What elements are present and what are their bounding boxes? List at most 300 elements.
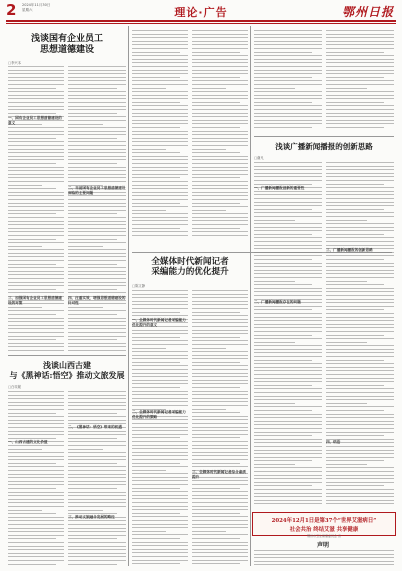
body-text-line	[326, 273, 394, 274]
body-text-line	[132, 549, 188, 550]
body-text-line	[132, 401, 188, 402]
body-text-line	[132, 312, 180, 313]
body-text-line	[326, 309, 384, 310]
body-text-line	[326, 410, 384, 411]
body-text-line	[68, 524, 126, 525]
body-text-line	[192, 34, 248, 35]
body-text-line	[8, 553, 64, 554]
body-text-line	[326, 187, 394, 188]
body-text-line	[68, 542, 126, 543]
body-text-line	[254, 77, 312, 78]
body-text-line	[192, 294, 248, 295]
body-text-line	[326, 281, 367, 282]
body-text-line	[132, 206, 188, 207]
body-text-line	[132, 70, 188, 71]
body-text-line	[132, 185, 188, 186]
body-text-line	[68, 416, 126, 417]
body-text-line	[68, 242, 126, 243]
body-text-line	[192, 401, 248, 402]
body-text-line	[254, 84, 322, 85]
body-text-line	[192, 463, 240, 464]
body-text-line	[326, 266, 394, 267]
body-text-line	[68, 181, 126, 182]
body-text-line	[326, 255, 394, 256]
body-text-line	[132, 105, 188, 106]
body-text-line	[132, 141, 188, 142]
body-text-line	[254, 475, 322, 476]
body-text-line	[326, 91, 394, 92]
body-text-line	[68, 535, 126, 536]
body-text-line	[254, 98, 322, 99]
body-text-line	[192, 91, 248, 92]
article-headline	[8, 34, 126, 56]
body-text-line	[326, 406, 394, 407]
body-text-line	[132, 524, 188, 525]
body-text-line	[192, 304, 248, 305]
body-text-line	[254, 457, 322, 458]
body-text-line	[68, 159, 126, 160]
body-text-line	[68, 98, 126, 99]
body-text-line	[254, 162, 322, 163]
body-text-line	[192, 312, 240, 313]
body-text-line	[192, 159, 248, 160]
body-text-line	[192, 373, 248, 374]
body-text-line	[8, 195, 64, 196]
body-text-line	[254, 212, 322, 213]
body-text-line	[326, 223, 394, 224]
body-text-line	[132, 156, 188, 157]
body-text-line	[192, 145, 248, 146]
body-text-line	[132, 80, 188, 81]
body-text-line	[68, 332, 126, 333]
body-text-line	[68, 474, 126, 475]
body-text-line	[132, 445, 188, 446]
body-text-line	[192, 48, 248, 49]
body-text-line	[192, 66, 248, 67]
body-text-line	[8, 210, 64, 211]
body-text-line	[8, 332, 64, 333]
body-text-line	[192, 149, 226, 150]
body-text-line	[8, 88, 56, 89]
body-text-line	[8, 456, 64, 457]
body-text-line	[192, 495, 248, 496]
body-text-line	[132, 509, 188, 510]
body-text-line	[8, 452, 64, 453]
body-text-line	[8, 289, 56, 290]
body-text-line	[68, 149, 126, 150]
body-text-line	[8, 325, 64, 326]
body-text-line	[326, 356, 394, 357]
article-subhead: 三、广播新闻播报的创新思路	[326, 248, 373, 252]
body-text-line	[132, 455, 188, 456]
body-text-line	[132, 109, 188, 110]
article-body-column	[192, 290, 248, 566]
body-text-line	[8, 431, 64, 432]
body-text-line	[68, 553, 126, 554]
body-text-line	[192, 466, 248, 467]
body-text-line	[68, 325, 126, 326]
body-text-line	[132, 102, 180, 103]
body-text-line	[132, 301, 188, 302]
body-text-line	[326, 457, 394, 458]
body-text-line	[326, 113, 394, 114]
section-title: 理论·广告	[174, 6, 228, 19]
body-text-line	[192, 95, 248, 96]
body-text-line	[132, 398, 188, 399]
body-text-line	[8, 531, 64, 532]
body-text-line	[8, 231, 64, 232]
body-text-line	[132, 149, 166, 150]
body-text-line	[8, 477, 64, 478]
body-text-line	[254, 453, 322, 454]
notice-title: 声明	[316, 542, 329, 549]
body-text-line	[68, 66, 126, 67]
body-text-line	[192, 409, 226, 410]
body-text-line	[326, 320, 394, 321]
body-text-line	[254, 460, 312, 461]
body-text-line	[254, 113, 322, 114]
body-text-line	[254, 284, 312, 285]
body-text-line	[192, 188, 248, 189]
article-body-column	[132, 290, 188, 566]
body-text-line	[8, 246, 42, 247]
body-text-line	[326, 77, 384, 78]
body-text-line	[132, 123, 188, 124]
body-text-line	[132, 152, 180, 153]
body-text-line	[132, 192, 188, 193]
body-text-line	[8, 459, 64, 460]
body-text-line	[8, 260, 64, 261]
body-text-line	[254, 123, 322, 124]
body-text-line	[132, 138, 188, 139]
body-text-line	[132, 84, 188, 85]
body-text-line	[132, 304, 188, 305]
body-text-line	[326, 176, 394, 177]
body-text-line	[254, 263, 322, 264]
body-text-line	[192, 355, 248, 356]
body-text-line	[192, 531, 226, 532]
body-text-line	[192, 203, 240, 204]
body-text-line	[68, 131, 126, 132]
body-text-line	[192, 131, 248, 132]
body-text-line	[8, 449, 42, 450]
body-text-line	[254, 166, 322, 167]
body-text-line	[68, 546, 126, 547]
public-service-ad	[252, 512, 396, 536]
body-text-line	[192, 488, 240, 489]
body-text-line	[132, 459, 188, 460]
body-text-line	[8, 95, 64, 96]
body-text-line	[326, 424, 394, 425]
body-text-line	[132, 235, 188, 236]
body-text-line	[68, 235, 126, 236]
body-text-line	[326, 435, 384, 436]
body-text-line	[326, 194, 394, 195]
body-text-line	[132, 308, 188, 309]
body-text-line	[68, 73, 126, 74]
body-text-line	[192, 77, 240, 78]
body-text-line	[326, 34, 394, 35]
body-text-line	[192, 152, 240, 153]
body-text-line	[192, 37, 248, 38]
body-text-line	[8, 395, 64, 396]
body-text-line	[254, 70, 322, 71]
body-text-line	[326, 396, 394, 397]
body-text-line	[68, 217, 126, 218]
body-text-line	[326, 342, 367, 343]
body-text-line	[68, 260, 126, 261]
body-text-line	[254, 184, 312, 185]
body-text-line	[326, 313, 394, 314]
body-text-line	[68, 102, 126, 103]
body-text-line	[8, 188, 56, 189]
body-text-line	[326, 349, 394, 350]
body-text-line	[132, 48, 188, 49]
body-text-line	[68, 398, 126, 399]
body-text-line	[132, 315, 188, 316]
body-text-line	[192, 459, 248, 460]
body-text-line	[68, 445, 126, 446]
body-text-line	[8, 167, 64, 168]
body-text-line	[8, 409, 64, 410]
body-text-line	[192, 358, 248, 359]
body-text-line	[132, 113, 188, 114]
body-text-line	[326, 467, 394, 468]
body-text-line	[254, 446, 322, 447]
body-text-line	[132, 480, 188, 481]
body-text-line	[68, 253, 126, 254]
body-text-line	[254, 482, 322, 483]
body-text-line	[326, 105, 394, 106]
body-text-line	[254, 198, 322, 199]
body-text-line	[192, 213, 248, 214]
body-text-line	[192, 516, 248, 517]
body-text-line	[132, 66, 188, 67]
body-text-line	[254, 424, 322, 425]
body-text-line	[132, 52, 180, 53]
body-text-line	[132, 369, 188, 370]
headline-line: 浅谈山西古建	[43, 360, 91, 370]
body-text-line	[68, 167, 126, 168]
body-text-line	[192, 387, 240, 388]
body-text-line	[326, 191, 394, 192]
body-text-line	[132, 41, 188, 42]
body-text-line	[254, 291, 322, 292]
body-text-line	[68, 502, 126, 503]
article-body-column	[8, 66, 64, 351]
body-text-line	[192, 127, 240, 128]
body-text-line	[8, 488, 56, 489]
body-text-line	[68, 449, 103, 450]
masthead-rule	[6, 20, 396, 22]
body-text-line	[132, 177, 180, 178]
body-text-line	[68, 177, 126, 178]
body-text-line	[68, 564, 117, 565]
body-text-line	[326, 102, 384, 103]
body-text-line	[192, 113, 248, 114]
body-text-line	[254, 306, 322, 307]
body-text-line	[68, 336, 126, 337]
body-text-line	[8, 217, 64, 218]
body-text-line	[8, 328, 64, 329]
body-text-line	[192, 167, 248, 168]
body-text-line	[68, 246, 103, 247]
body-text-line	[326, 450, 394, 451]
body-text-line	[132, 131, 188, 132]
body-text-line	[192, 73, 248, 74]
body-text-line	[192, 181, 248, 182]
body-text-line	[8, 556, 64, 557]
body-text-line	[254, 245, 322, 246]
body-text-line	[326, 37, 394, 38]
body-text-line	[254, 367, 322, 368]
article-headline	[132, 257, 248, 278]
body-text-line	[132, 516, 188, 517]
body-text-line	[132, 199, 188, 200]
body-text-line	[8, 224, 64, 225]
body-text-line	[192, 376, 248, 377]
body-text-line	[326, 180, 394, 181]
headline-line: 采编能力的优化提升	[151, 267, 229, 278]
column-divider	[250, 26, 251, 566]
body-text-line	[254, 435, 312, 436]
body-text-line	[192, 502, 248, 503]
body-text-line	[8, 278, 64, 279]
body-text-line	[132, 463, 180, 464]
body-text-line	[254, 80, 322, 81]
body-text-line	[132, 502, 188, 503]
body-text-line	[192, 116, 248, 117]
body-text-line	[8, 405, 64, 406]
body-text-line	[254, 220, 295, 221]
body-text-line	[254, 55, 322, 56]
body-text-line	[132, 120, 188, 121]
body-text-line	[192, 333, 248, 334]
body-text-line	[132, 394, 188, 395]
body-text-line	[192, 84, 248, 85]
body-text-line	[254, 176, 322, 177]
body-text-line	[254, 120, 322, 121]
body-text-line	[192, 534, 248, 535]
article-subhead: 二、全媒体时代新闻记者采编能力优化提升的策略	[132, 410, 186, 419]
body-text-line	[254, 88, 295, 89]
body-text-line	[254, 273, 322, 274]
body-text-line	[254, 561, 394, 562]
body-text-line	[8, 506, 64, 507]
body-text-line	[8, 84, 64, 85]
body-text-line	[326, 234, 384, 235]
body-text-line	[192, 405, 248, 406]
ad-sponsor: 鄂州市卫生健康委员会 宣	[307, 534, 341, 538]
body-text-line	[8, 267, 64, 268]
body-text-line	[132, 159, 188, 160]
body-text-line	[132, 217, 188, 218]
body-text-line	[68, 402, 126, 403]
body-text-line	[8, 336, 64, 337]
body-text-line	[254, 406, 322, 407]
body-text-line	[132, 423, 188, 424]
body-text-line	[326, 299, 394, 300]
body-text-line	[8, 235, 64, 236]
body-text-line	[192, 210, 226, 211]
body-text-line	[326, 227, 394, 228]
body-text-line	[192, 416, 248, 417]
body-text-line	[254, 442, 322, 443]
body-text-line	[254, 309, 312, 310]
body-text-line	[254, 335, 312, 336]
body-text-line	[132, 127, 180, 128]
body-text-line	[192, 563, 240, 564]
body-text-line	[132, 330, 188, 331]
body-text-line	[326, 302, 394, 303]
article-body-column	[68, 391, 126, 567]
body-text-line	[192, 156, 248, 157]
body-text-line	[254, 234, 312, 235]
article-subhead: 二、当前国有企业员工思想道德建设面临的主要问题	[68, 186, 126, 195]
body-text-line	[132, 62, 188, 63]
body-text-line	[192, 351, 248, 352]
body-text-line	[68, 249, 126, 250]
body-text-line	[132, 358, 188, 359]
body-text-line	[326, 166, 394, 167]
body-text-line	[132, 488, 180, 489]
headline-line: 与《黑神话:悟空》推动文旅发展	[9, 369, 125, 380]
body-text-line	[132, 188, 188, 189]
body-text-line	[68, 434, 126, 435]
body-text-line	[8, 474, 64, 475]
body-text-line	[132, 491, 188, 492]
body-text-line	[68, 77, 126, 78]
body-text-line	[68, 91, 126, 92]
body-text-line	[192, 344, 248, 345]
body-text-line	[68, 239, 117, 240]
body-text-line	[8, 466, 64, 467]
body-text-line	[8, 177, 64, 178]
body-text-line	[254, 288, 322, 289]
body-text-line	[132, 545, 188, 546]
body-text-line	[68, 278, 126, 279]
body-text-line	[8, 438, 56, 439]
body-text-line	[192, 231, 248, 232]
body-text-line	[132, 552, 188, 553]
body-text-line	[8, 492, 64, 493]
body-text-line	[8, 350, 64, 351]
body-text-line	[326, 216, 394, 217]
body-text-line	[8, 199, 64, 200]
body-text-line	[8, 156, 64, 157]
body-text-line	[68, 528, 126, 529]
body-text-line	[254, 349, 322, 350]
body-text-line	[8, 91, 64, 92]
body-text-line	[8, 510, 42, 511]
body-text-line	[8, 181, 64, 182]
body-text-line	[192, 109, 248, 110]
body-text-line	[8, 484, 64, 485]
body-text-line	[8, 481, 64, 482]
body-text-line	[68, 138, 117, 139]
body-text-line	[254, 34, 322, 35]
body-text-line	[326, 428, 394, 429]
body-text-line	[254, 467, 322, 468]
body-text-line	[68, 470, 126, 471]
body-text-line	[8, 398, 64, 399]
body-text-line	[326, 120, 394, 121]
body-text-line	[326, 169, 394, 170]
body-text-line	[8, 98, 64, 99]
body-text-line	[8, 502, 64, 503]
body-text-line	[132, 37, 188, 38]
body-text-line	[68, 346, 126, 347]
